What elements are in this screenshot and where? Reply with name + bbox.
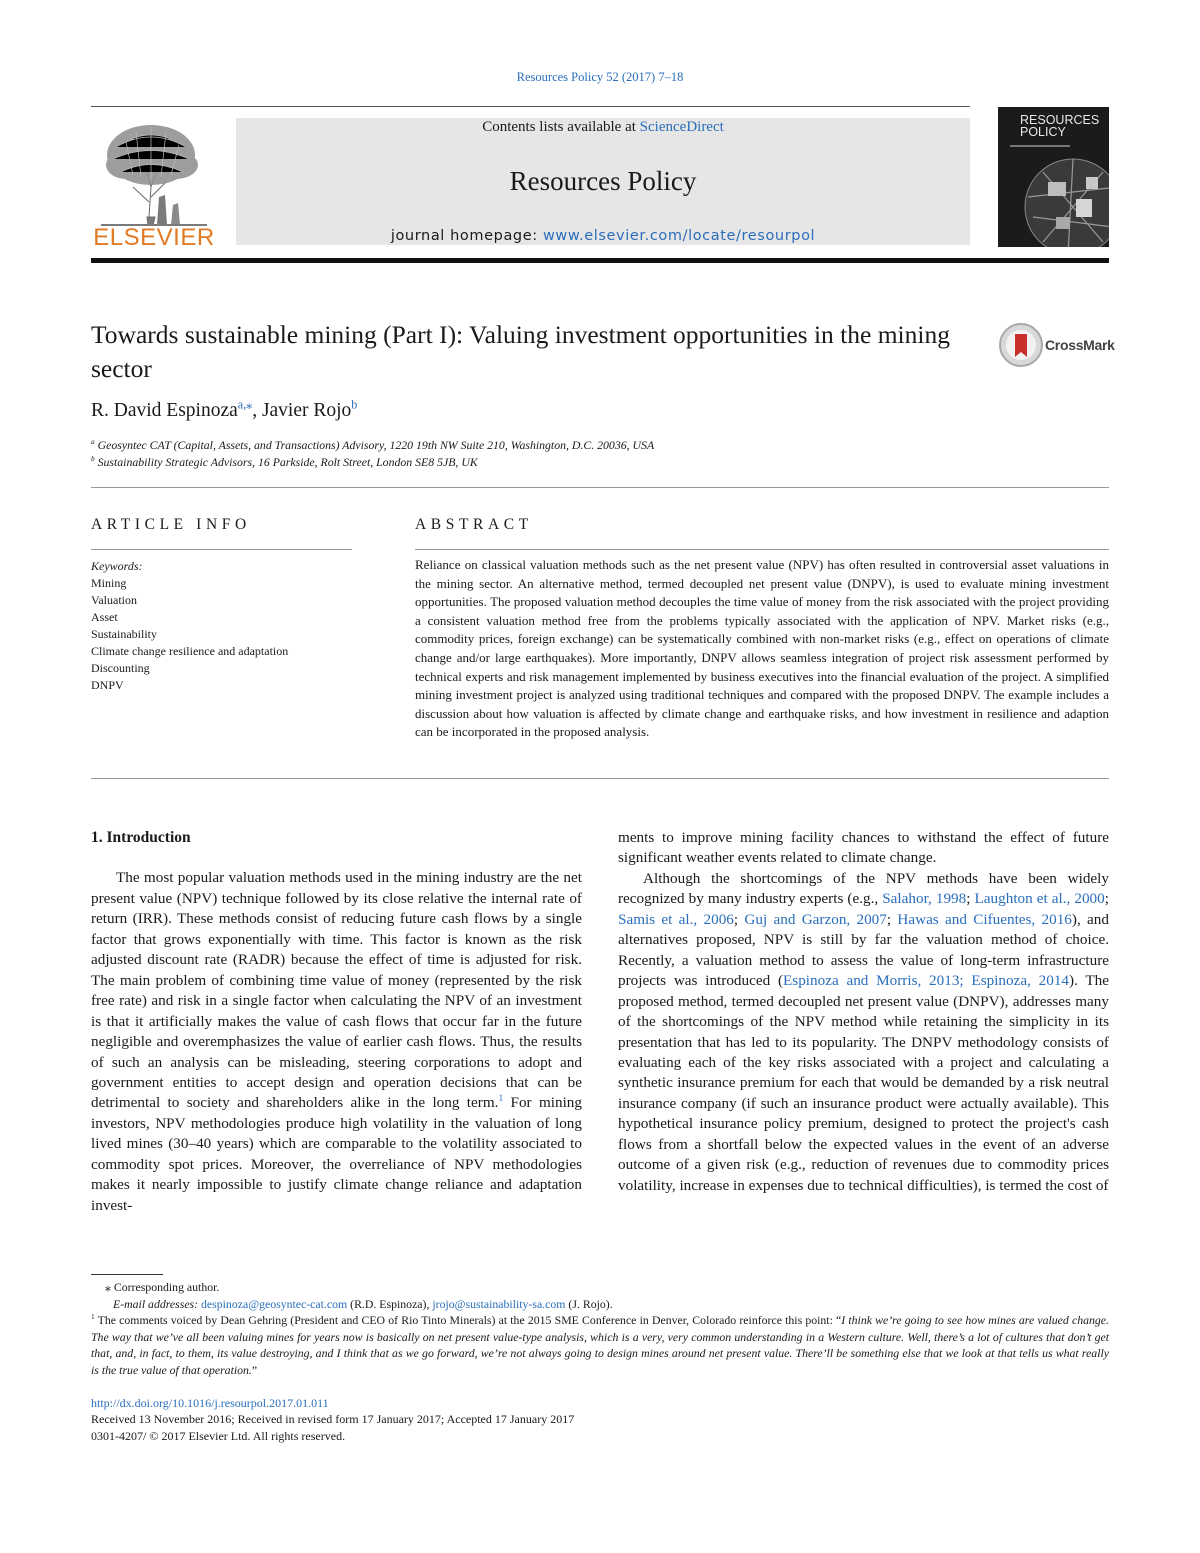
crossmark-icon [998, 322, 1044, 368]
affiliation-a-mark: a [91, 437, 95, 447]
keyword-item: Asset [91, 610, 118, 624]
footnote-1-text: The comments voiced by Dean Gehring (President and CEO of Rio Tinto Minerals) at the 2015 SME Conference in Denver, Colorado reinforce this point: “ [94, 1313, 842, 1327]
author-separator: , [252, 400, 262, 421]
intro-paragraph-2-b: ), and alternatives proposed, NPV is still by far the valuation method of choice. Recently, a valuation method to assess the value of long-term infrastructure projects was introduced ( [618, 910, 1109, 990]
intro-paragraph-2 [618, 869, 1109, 1196]
email-espinoza-owner: (R.D. Espinoza), [347, 1297, 433, 1311]
intro-paragraph-1-end: ments to improve mining facility chances to withstand the effect of future significant weather events related to climate change. [618, 829, 1109, 867]
doi-link[interactable]: http://dx.doi.org/10.1016/j.resourpol.2017.01.011 [91, 1396, 329, 1410]
intro-paragraph-1-text: The most popular valuation methods used in the mining industry are the net present value (NPV) technique followed by its close relative the internal rate of return (IRR). These methods consist of reducing future cash flows by a single factor that grows exponentially with time. This factor is known as the risk adjusted discount rate (RADR) because the effect of time is adjusted for risk. The main problem of combining time value of money (represented by the risk free rate) and risk in a single factor when calculating the NPV of an investment is that it artificially makes the value of cash flows that occur far in the future negligible and overemphasizes the value of earlier cash flows. Thus, the results of such an analysis can be misleading, steering corporations to adopt and government entities to accept design and operation decisions that can be detrimental to society and shareholders alike in the long term. [91, 869, 582, 1112]
intro-paragraph-1 [91, 868, 582, 1216]
abstract-heading: ABSTRACT [415, 516, 533, 533]
cite-separator: ; [1104, 890, 1109, 908]
intro-paragraph-2-c: ). The proposed method, termed decoupled net present value (DNPV), addresses many of the shortcomings of the NPV method while retaining the simplicity in its presentation that has led to its popularity. The DNPV methodology consists of evaluating each of the key risks associated with a project and calculating a synthetic insurance premium for each that would be demanded by a risk neutral insurance company (if such an insurance product were actually available). This hypothetical insurance policy premium, designed to protect the project's cash flows from a shortfall below the expected values in the event of an adverse outcome of a given risk (e.g., reduction of revenues due to commodity prices volatility, increase in expenses due to technical difficulties), is termed the cost of [618, 972, 1109, 1194]
intro-paragraph-2-a: Although the shortcomings of the NPV methods have been widely recognized by many industry experts (e.g., [618, 869, 1109, 908]
corresponding-mark: ⁎ [105, 1280, 111, 1294]
copyright-line: 0301-4207/ © 2017 Elsevier Ltd. All rights reserved. [91, 1429, 346, 1443]
email-espinoza-link[interactable]: despinoza@geosyntec-cat.com [201, 1297, 348, 1311]
intro-paragraph-1-cont: For mining investors, NPV methodologies produce high volatility in the valuation of long lived mines (30–40 years) which are comparable to the volatility associated to commodity spot prices. Moreover, the overreliance of NPV methodologies makes it nearly impossible to justify climate change reliance and adaptation invest- [91, 1094, 582, 1214]
corresponding-text: Corresponding author. [110, 1280, 220, 1294]
affiliation-b-mark: b [91, 454, 95, 464]
author-espinoza-marks[interactable]: a,⁎ [237, 397, 253, 412]
journal-name: Resources Policy [509, 166, 697, 196]
journal-homepage [236, 228, 970, 244]
affiliation-rule [91, 487, 1109, 488]
footnote-1-end: ” [251, 1362, 258, 1377]
cite-guj[interactable]: Guj and Garzon, 2007 [744, 910, 887, 928]
cite-hawas[interactable]: Hawas and Cifuentes, 2016 [897, 910, 1072, 928]
footnote-1 [91, 1312, 1109, 1378]
homepage-prefix: journal homepage: [390, 228, 543, 244]
abstract-text: Reliance on classical valuation methods such as the net present value (NPV) has often resulted in controversial asset valuations in the mining sector. An alternative method, termed decoupled net present value (DNPV), is used to evaluate mining investment opportunities. The proposed valuation method decouples the time value of money from the risk associated with the project providing a consistent valuation method free from the problems typically associated with the application of NPV. Market risks (e.g., commodity prices, foreign exchange) can be systematically combined with non-market risks (e.g., effect on operations of climate change and/or large earthquakes). More importantly, DNPV allows seamless integration of project risk assessment performed by technical experts and risk management implemented by business executives into the financial evaluation of the project. A simplified mining investment project is analyzed using traditional techniques and compared with the proposed DNPV. The example includes a discussion about how valuation is affected by climate change and earthquake risks, and how investment in resilience and adaption can be incorporated in the proposed analysis. [415, 557, 1109, 740]
abstract-bottom-rule [91, 778, 1109, 779]
cite-separator: ; [733, 910, 745, 928]
email-rojo-link[interactable]: jrojo@sustainability-sa.com [432, 1297, 566, 1311]
email-rojo-owner: (J. Rojo). [565, 1297, 613, 1311]
author-rojo[interactable]: Javier Rojo [261, 400, 352, 421]
keyword-item: Mining [91, 576, 127, 590]
crossmark-label: CrossMark [1045, 337, 1115, 353]
received-dates: Received 13 November 2016; Received in revised form 17 January 2017; Accepted 17 January 2017 [91, 1412, 575, 1426]
abstract-rule [415, 549, 1109, 550]
cite-laughton[interactable]: Laughton et al., 2000 [974, 890, 1105, 908]
body-column-right [618, 828, 1109, 1196]
keyword-item: Climate change resilience and adaptation [91, 644, 289, 658]
cover-title-line2: POLICY [1020, 125, 1066, 139]
keyword-item: DNPV [91, 678, 124, 692]
author-rojo-mark[interactable]: b [351, 397, 358, 412]
cite-espinoza[interactable]: Espinoza and Morris, 2013; Espinoza, 2014 [783, 972, 1070, 990]
keyword-item: Sustainability [91, 627, 157, 641]
footnote-1-ref[interactable]: 1 [498, 1094, 504, 1105]
article-info-heading: ARTICLE INFO [91, 516, 251, 533]
section-heading-introduction: 1. Introduction [91, 829, 191, 846]
author-espinoza[interactable]: R. David Espinoza [91, 400, 238, 421]
homepage-link[interactable]: www.elsevier.com/locate/resourpol [542, 228, 816, 244]
footnote-rule [91, 1274, 163, 1275]
affiliation-a-text: Geosyntec CAT (Capital, Assets, and Transactions) Advisory, 1220 19th NW Suite 210, Washington, D.C. 20036, USA [97, 438, 655, 452]
footnote-corresponding [91, 1279, 1109, 1296]
sciencedirect-link[interactable]: ScienceDirect [639, 119, 724, 135]
cite-samis[interactable]: Samis et al., 2006 [618, 910, 734, 928]
elsevier-wordmark: ELSEVIER [93, 224, 215, 251]
affiliation-b-text: Sustainability Strategic Advisors, 16 Parkside, Rolt Street, London SE8 5JB, UK [97, 455, 478, 469]
header-rule [91, 106, 970, 107]
keywords-label: Keywords: [91, 559, 143, 573]
email-label: E-mail addresses: [113, 1297, 202, 1311]
journal-citation[interactable] [0, 70, 1200, 85]
cite-salahor[interactable]: Salahor, 1998 [882, 890, 967, 908]
cover-title [1020, 114, 1106, 138]
contents-prefix: Contents lists available at [482, 119, 640, 135]
cite-separator: ; [886, 910, 898, 928]
cover-title-line1: RESOURCES [1020, 113, 1100, 127]
footnote-1-mark: 1 [91, 1312, 95, 1322]
affiliation-b [91, 455, 478, 470]
paper-title: Towards sustainable mining (Part I): Valuing investment opportunities in the mining sector [91, 320, 950, 383]
doi-line[interactable] [91, 1396, 329, 1411]
citation-link[interactable]: Resources Policy 52 (2017) 7–18 [516, 70, 684, 84]
affiliation-a [91, 438, 654, 453]
cite-separator: ; [966, 890, 975, 908]
keyword-item: Discounting [91, 661, 150, 675]
body-column-left [91, 828, 582, 1216]
footnote-email [91, 1296, 1109, 1313]
author-list [91, 397, 358, 422]
keywords-list [91, 558, 288, 694]
article-info-rule [91, 549, 352, 550]
contents-line [236, 119, 970, 136]
masthead-rule [91, 258, 1109, 263]
footnote-1-quote: I think we’re going to see how mines are valued change. The way that we’ve all been valuing mines for years now is basically on net present value-type analysis, which is a very, very common understanding in a Western culture. Well, there’s a lot of cultures that don’t get that, and, in fact, to them, its value destroying, and I think that as we go forward, we’re not always going to design mines around net present value. There’ll be something else that we look at that tells us what really is the true value of that operation. [91, 1313, 1109, 1377]
keyword-item: Valuation [91, 593, 137, 607]
